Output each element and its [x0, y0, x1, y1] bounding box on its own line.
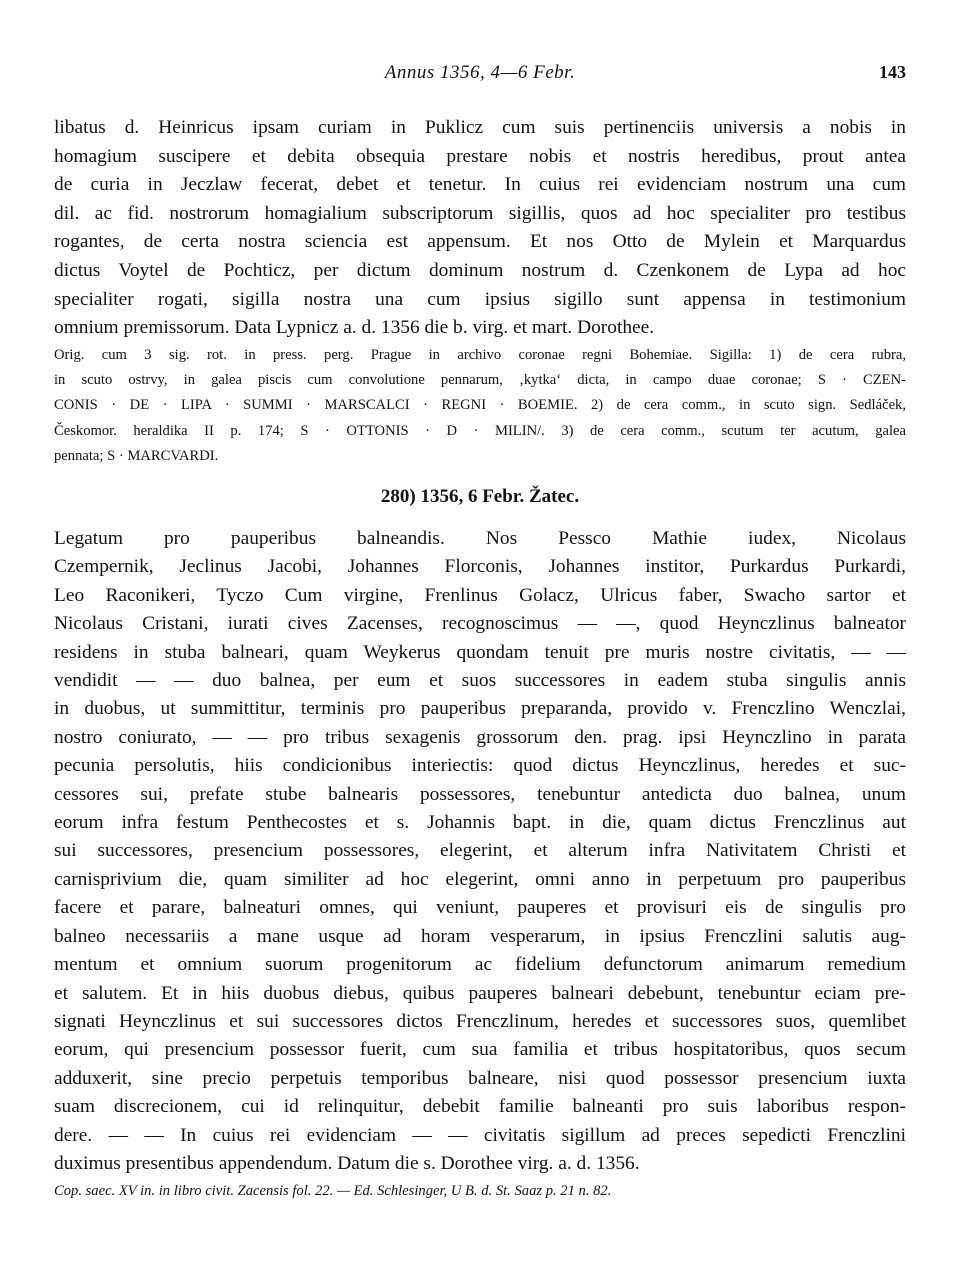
text-line: rogantes, de certa nostra sciencia est appensum. Et nos Otto de Mylein et Marquardus — [54, 231, 906, 253]
text-line: Nicolaus Cristani, iurati cives Zacenses, recognoscimus — —, quod Heynczlinus balneator — [54, 613, 906, 635]
text-line: suam discrecionem, cui id relinquitur, debebit familie balneanti pro suis laboribus respon- — [54, 1096, 906, 1118]
running-head-title: Annus 1356, 4—6 Febr. — [384, 62, 576, 83]
text-line: et salutem. Et in hiis duobus diebus, quibus pauperes balneari debebunt, tenebuntur eciam pre- — [54, 982, 906, 1004]
text-line: eorum, qui presencium possessor fuerit, cum sua familia et tribus hospitatoribus, quos secum — [54, 1039, 906, 1061]
note-line: Českomor. heraldika II p. 174; S · OTTONIS · D · MILIN/. 3) de cera comm., scutum ter acutum, galea — [54, 422, 906, 439]
text-line: de curia in Jeczlaw fecerat, debet et tenetur. In cuius rei evidenciam nostrum una cum — [54, 174, 906, 196]
text-block-2 — [54, 525, 906, 1178]
note-line: Orig. cum 3 sig. rot. in press. perg. Prague in archivo coronae regni Bohemiae. Sigilla: 1) de cera rubra, — [54, 347, 906, 363]
note-line: pennata; S · MARCVARDI. — [54, 447, 219, 464]
text-line: libatus d. Heinricus ipsam curiam in Puklicz cum suis pertinenciis universis a nobis in — [54, 117, 906, 138]
document-header: 280) 1356, 6 Febr. Žatec. — [380, 486, 580, 507]
text-line: in duobus, ut summittitur, terminis pro pauperibus preparanda, provido v. Frenczlino Wenczlai, — [54, 698, 906, 720]
text-line: Czempernik, Jeclinus Jacobi, Johannes Florconis, Johannes institor, Purkardus Purkardi, — [54, 556, 906, 578]
note-line: in scuto ostrvy, in galea piscis cum convolutione pennarum, ‚kytka‘ dicta, in campo duae coronae; S · CZEN- — [54, 372, 906, 389]
text-line: carnisprivium die, quam similiter ad hoc elegerint, omni anno in perpetuum pro pauperibus — [54, 868, 906, 890]
text-line: mentum et omnium suorum progenitorum ac fidelium defunctorum animarum remedium — [54, 954, 906, 976]
text-line: specialiter rogati, sigilla nostra una cum ipsius sigillo sunt appensa in testimonium — [54, 288, 906, 310]
text-line: vendidit — — duo balnea, per eum et suos successores in eadem stuba singulis annis — [54, 670, 906, 692]
text-line: dere. — — In cuius rei evidenciam — — civitatis sigillum ad preces sepedicti Frenczlini — [54, 1124, 906, 1146]
text-line: duximus presentibus appendendum. Datum die s. Dorothee virg. a. d. 1356. — [54, 1152, 640, 1174]
text-line: sui successores, presencium possessores, elegerint, et alterum infra Nativitatem Christi et — [54, 840, 906, 862]
page-number: 143 — [879, 62, 906, 82]
text-line: balneo necessariis a mane usque ad horam vesperarum, in ipsius Frenczlini salutis aug- — [54, 925, 906, 947]
text-line: dil. ac fid. nostrorum homagialium subscriptorum sigillis, quos ad hoc specialiter pro testibus — [54, 202, 906, 224]
text-line: cessores sui, prefate stube balnearis possessores, tenebuntur antedicta duo balnea, unum — [54, 783, 906, 805]
text-line: dictus Voytel de Pochticz, per dictum dominum nostrum d. Czenkonem de Lypa ad hoc — [54, 259, 906, 281]
text-line: homagium suscipere et debita obsequia prestare nobis et nostris heredibus, prout antea — [54, 145, 906, 167]
running-head — [54, 62, 906, 86]
text-line: signati Heynczlinus et sui successores dictos Frenczlinum, heredes et successores suos, quemlibet — [54, 1010, 906, 1032]
text-line: omnium premissorum. Data Lypnicz a. d. 1356 die b. virg. et mart. Dorothee. — [54, 317, 655, 339]
text-line: facere et parare, balneaturi omnes, qui veniunt, pauperes et provisuri eis de singulis pro — [54, 897, 906, 919]
text-block-1 — [54, 114, 906, 343]
text-line: Legatum pro pauperibus balneandis. Nos Pessco Mathie iudex, Nicolaus — [54, 528, 906, 549]
text-line: adduxerit, sine precio perpetuis temporibus balneare, nisi quod possessor presencium iuxta — [54, 1067, 906, 1089]
text-line: Leo Raconikeri, Tyczo Cum virgine, Frenlinus Golacz, Ulricus faber, Swacho sartor et — [54, 584, 906, 606]
text-line: pecunia persolutis, hiis condicionibus interiectis: quod dictus Heynczlinus, heredes et suc- — [54, 755, 906, 777]
note-line: CONIS · DE · LIPA · SUMMI · MARSCALCI · REGNI · BOEMIE. 2) de cera comm., in scuto sign. Sedláček, — [54, 397, 906, 414]
note-line: Cop. saec. XV in. in libro civit. Zacensis fol. 22. — Ed. Schlesinger, U B. d. St. Saaz p. 21 n. 82. — [54, 1183, 612, 1199]
text-line: nostro coniurato, — — pro tribus sexagenis grossorum den. prag. ipsi Heynczlino in parata — [54, 726, 906, 748]
archival-note-2 — [54, 1180, 906, 1202]
text-line: residens in stuba balneari, quam Weykerus quondam tenuit pre muris nostre civitatis, — — — [54, 641, 906, 663]
text-line: eorum infra festum Penthecostes et s. Johannis bapt. in die, quam dictus Frenczlinus aut — [54, 812, 906, 834]
archival-note-1 — [54, 343, 906, 469]
